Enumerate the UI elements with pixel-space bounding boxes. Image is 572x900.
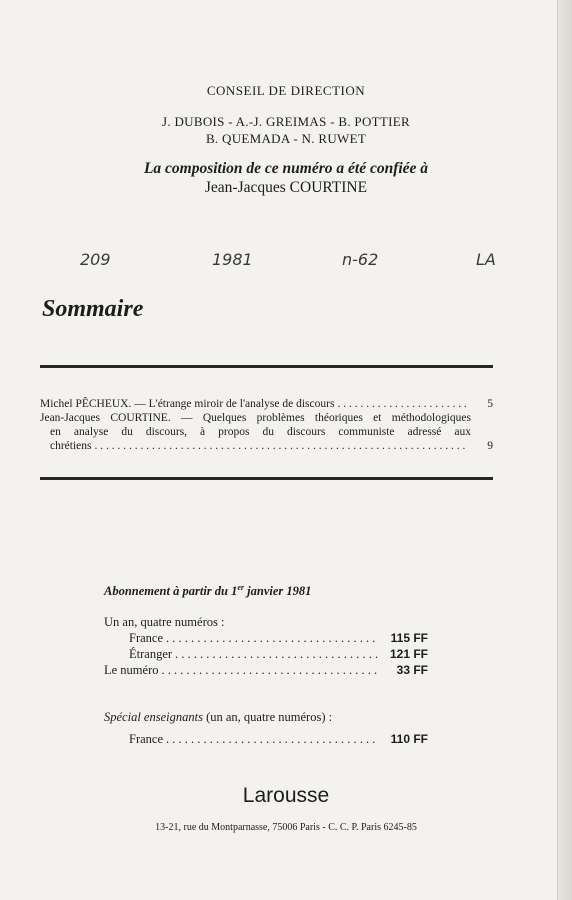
teacher-prices [104, 709, 428, 747]
teacher-label [104, 709, 428, 725]
dot-leader [337, 397, 468, 411]
subscription-prices [104, 614, 428, 678]
subscription-title-text: Abonnement à partir du 1 [104, 584, 238, 599]
dot-leader [162, 662, 380, 678]
credit-line: La composition de ce numéro a été confiée à [143, 160, 429, 177]
board-members-line2: B. QUEMADA - N. RUWET [205, 131, 367, 146]
handwritten-note-2: 1981 [212, 250, 253, 269]
dot-leader [166, 731, 379, 747]
board-title: CONSEIL DE DIRECTION [206, 83, 366, 98]
price-amount: 110 FF [390, 732, 428, 746]
summary-bottom-rule [40, 477, 493, 480]
price-row [104, 646, 428, 662]
price-amount: 115 FF [390, 631, 428, 645]
toc-entry-title: Michel PÊCHEUX. — L'étrange miroir de l'analyse de discours [40, 398, 335, 410]
year-label: Un an, quatre numéros : [104, 615, 225, 629]
subscription-title [104, 583, 311, 599]
toc-entry [40, 397, 493, 411]
publisher-address: 13-21, rue du Montparnasse, 75006 Paris - C. C. P. Paris 6245-85 [155, 822, 417, 833]
teacher-label-rest: (un an, quatre numéros) : [202, 710, 333, 724]
price-label: Étranger [129, 647, 173, 661]
price-amount: 33 FF [396, 663, 428, 677]
handwritten-note-3: n-62 [342, 250, 379, 269]
price-amount: 121 FF [389, 647, 428, 661]
toc-entry-title: Jean-Jacques COURTINE. — Quelques problèmes théoriques et méthodologiques [40, 412, 471, 424]
board-members-line1: J. DUBOIS - A.-J. GREIMAS - B. POTTIER [162, 114, 410, 129]
toc-entry-page: 5 [487, 398, 493, 410]
summary-top-rule [40, 365, 493, 368]
toc-entry-page: 9 [487, 440, 493, 452]
toc-entry [40, 411, 493, 453]
price-label: France [129, 631, 164, 645]
price-label: Le numéro [104, 663, 159, 677]
price-row [104, 731, 428, 747]
credit-name: Jean-Jacques COURTINE [204, 179, 368, 196]
table-of-contents [40, 397, 493, 453]
dot-leader [166, 630, 379, 646]
subscription-title-sup: er [237, 583, 245, 592]
handwritten-note-1: 209 [80, 250, 111, 269]
publisher-name: Larousse [242, 784, 330, 807]
dot-leader [175, 646, 379, 662]
toc-entry-title-end: chrétiens [50, 440, 92, 452]
toc-entry-title-cont: en analyse du discours, à propos du discours communiste adressé aux [50, 426, 471, 438]
price-row [104, 630, 428, 646]
price-row [104, 662, 428, 678]
teacher-label-italic: Spécial enseignants [104, 710, 203, 724]
handwritten-note-4: LA [476, 250, 496, 269]
price-label: France [129, 732, 164, 746]
dot-leader [95, 439, 468, 453]
summary-heading: Sommaire [42, 296, 144, 322]
subscription-title-end: janvier 1981 [244, 584, 312, 599]
